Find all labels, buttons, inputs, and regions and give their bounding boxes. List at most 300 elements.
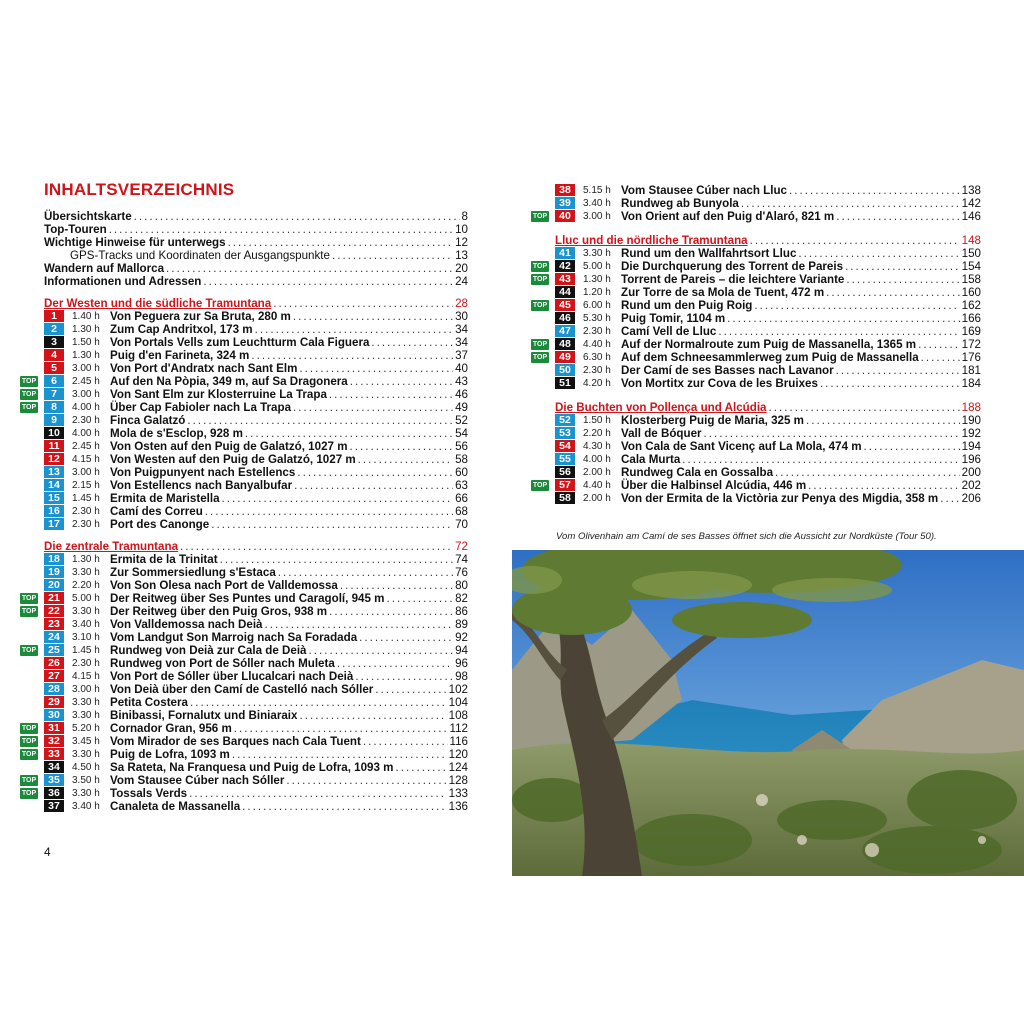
- tour-text: [110, 592, 468, 605]
- tour-title: Vom Mirador de ses Barques nach Cala Tuent: [110, 735, 361, 748]
- intro-list: [44, 210, 468, 288]
- tour-page: 89: [455, 618, 468, 631]
- tour-duration: 1.20 h: [583, 287, 611, 298]
- tour-duration: 2.30 h: [583, 365, 611, 376]
- tour-duration: 1.30 h: [72, 350, 100, 361]
- dot-leader: [864, 440, 960, 453]
- dot-leader: [750, 234, 960, 247]
- tour-duration: 3.00 h: [72, 467, 100, 478]
- tour-title: Puig Tomir, 1104 m: [621, 312, 726, 325]
- tour-page: 58: [455, 453, 468, 466]
- tour-text: [110, 696, 468, 709]
- tour-entry-44[interactable]: [555, 286, 981, 299]
- dot-leader: [355, 670, 453, 683]
- tour-duration: 1.30 h: [72, 554, 100, 565]
- tour-page: 200: [961, 466, 981, 479]
- tour-entry-1[interactable]: [44, 310, 468, 323]
- tour-entry-21[interactable]: [21, 592, 468, 605]
- tour-title: Von Puigpunyent nach Estellencs: [110, 466, 296, 479]
- tour-entry-48[interactable]: [532, 338, 981, 351]
- tour-text: [110, 505, 468, 518]
- tour-page: 138: [961, 184, 981, 197]
- tour-page: 112: [449, 722, 468, 735]
- tour-text: [110, 388, 468, 401]
- tour-page: 202: [961, 479, 981, 492]
- tour-title: Zur Sommersiedlung s'Estaca: [110, 566, 276, 579]
- dot-leader: [180, 540, 453, 553]
- tour-title: Der Reitweg über den Puig Gros, 938 m: [110, 605, 328, 618]
- tour-text: [110, 479, 468, 492]
- tour-text: [621, 273, 981, 286]
- dot-leader: [299, 362, 453, 375]
- section-heading[interactable]: [555, 234, 981, 247]
- tour-title: Camí des Correu: [110, 505, 203, 518]
- tour-page: 176: [961, 351, 981, 364]
- tour-number-badge: 39: [555, 197, 575, 209]
- tour-text: [110, 709, 468, 722]
- dot-leader: [190, 696, 447, 709]
- tour-number-badge: 26: [44, 657, 64, 669]
- dot-leader: [166, 262, 453, 275]
- tour-title: Canaleta de Massanella: [110, 800, 241, 813]
- toc-right-column: [532, 184, 981, 505]
- tour-duration: 2.30 h: [72, 506, 100, 517]
- tour-entry-52[interactable]: [555, 414, 981, 427]
- tour-number-badge: 2: [44, 323, 64, 335]
- top-badge: TOP: [532, 276, 548, 283]
- tour-duration: 2.45 h: [72, 376, 100, 387]
- tour-duration: 4.40 h: [583, 480, 611, 491]
- tour-page: 60: [455, 466, 468, 479]
- tour-title: Petita Costera: [110, 696, 188, 709]
- tour-entry-29[interactable]: [44, 696, 468, 709]
- tour-text: [621, 492, 981, 505]
- tour-duration: 1.45 h: [72, 493, 100, 504]
- tour-entry-4[interactable]: [44, 349, 468, 362]
- tour-entry-49[interactable]: [532, 351, 981, 364]
- dot-leader: [820, 377, 960, 390]
- dot-leader: [386, 592, 453, 605]
- tour-entry-2[interactable]: [44, 323, 468, 336]
- tour-duration: 1.50 h: [583, 415, 611, 426]
- toc-left-column: [21, 180, 468, 813]
- dot-leader: [245, 427, 453, 440]
- tour-number-badge: 29: [44, 696, 64, 708]
- tour-page: 194: [961, 440, 981, 453]
- tour-entry-50[interactable]: [555, 364, 981, 377]
- tour-page: 142: [961, 197, 981, 210]
- dot-leader: [350, 375, 453, 388]
- olive-tree-landscape-image: [512, 550, 1024, 876]
- tour-entry-14[interactable]: [44, 479, 468, 492]
- top-badge: TOP: [21, 608, 37, 615]
- tour-page: 96: [455, 657, 468, 670]
- section-heading[interactable]: [44, 297, 468, 310]
- tour-number-badge: 8: [44, 401, 64, 413]
- tour-entry-45[interactable]: [532, 299, 981, 312]
- tour-text: [110, 618, 468, 631]
- tour-duration: 4.50 h: [72, 762, 100, 773]
- tour-duration: 3.30 h: [72, 606, 100, 617]
- intro-title: Informationen und Adressen: [44, 275, 202, 288]
- tour-duration: 3.00 h: [72, 389, 100, 400]
- dot-leader: [363, 735, 448, 748]
- tour-title: Rundweg Cala en Gossalba: [621, 466, 774, 479]
- tour-number-badge: 54: [555, 440, 575, 452]
- dot-leader: [836, 364, 960, 377]
- tour-title: Rund um den Wallfahrtsort Lluc: [621, 247, 797, 260]
- top-badge: TOP: [21, 790, 37, 797]
- dot-leader: [278, 566, 453, 579]
- tour-page: 162: [961, 299, 981, 312]
- tour-duration: 3.30 h: [72, 697, 100, 708]
- tour-text: [110, 453, 468, 466]
- tour-text: [621, 466, 981, 479]
- tour-title: Über die Halbinsel Alcúdia, 446 m: [621, 479, 807, 492]
- intro-page: 20: [455, 262, 468, 275]
- tour-page: 34: [455, 323, 468, 336]
- intro-text: [44, 262, 468, 275]
- tour-number-badge: 16: [44, 505, 64, 517]
- tour-title: Ermita de la Trinitat: [110, 553, 218, 566]
- top-badge: TOP: [21, 378, 37, 385]
- tour-entry-22[interactable]: [21, 605, 468, 618]
- tour-title: Von Westen auf den Puig de Galatzó, 1027 m: [110, 453, 356, 466]
- dot-leader: [845, 260, 960, 273]
- tour-entry-25[interactable]: [21, 644, 468, 657]
- tour-text: [621, 377, 981, 390]
- tour-number-badge: 58: [555, 492, 575, 504]
- intro-entry[interactable]: [44, 210, 468, 223]
- tour-title: Vom Stausee Cúber nach Lluc: [621, 184, 788, 197]
- tour-text: [110, 362, 468, 375]
- tour-duration: 2.20 h: [72, 580, 100, 591]
- intro-page: 24: [455, 275, 468, 288]
- dot-leader: [255, 323, 454, 336]
- dot-leader: [222, 492, 454, 505]
- tour-entry-5[interactable]: [44, 362, 468, 375]
- tour-page: 104: [448, 696, 468, 709]
- tour-entry-24[interactable]: [44, 631, 468, 644]
- tour-title: Cala Murta: [621, 453, 681, 466]
- top-badge: TOP: [532, 263, 548, 270]
- tour-duration: 4.20 h: [583, 378, 611, 389]
- tour-title: Von Portals Vells zum Leuchtturm Cala Figuera: [110, 336, 370, 349]
- tour-page: 86: [455, 605, 468, 618]
- tour-title: Von Deià über den Camí de Castelló nach Sóller: [110, 683, 374, 696]
- tour-title: Auf den Na Pòpia, 349 m, auf Sa Dragonera: [110, 375, 348, 388]
- tour-number-badge: 49: [555, 351, 575, 363]
- tour-title: Puig d'en Farineta, 324 m: [110, 349, 250, 362]
- tour-number-badge: 27: [44, 670, 64, 682]
- dot-leader: [359, 631, 453, 644]
- tour-duration: 4.15 h: [72, 454, 100, 465]
- dot-leader: [309, 644, 454, 657]
- tour-text: [621, 414, 981, 427]
- tour-page: 68: [455, 505, 468, 518]
- tour-text: [110, 787, 468, 800]
- tour-title: Auf dem Schneesammlerweg zum Puig de Massanella: [621, 351, 919, 364]
- tour-entry-43[interactable]: [532, 273, 981, 286]
- tour-entry-37[interactable]: [44, 800, 468, 813]
- tour-title: Vall de Bóquer: [621, 427, 702, 440]
- tour-duration: 3.40 h: [72, 619, 100, 630]
- tour-title: Finca Galatzó: [110, 414, 186, 427]
- dot-leader: [211, 518, 453, 531]
- tour-duration: 3.00 h: [72, 684, 100, 695]
- tour-number-badge: 9: [44, 414, 64, 426]
- tour-text: [110, 735, 468, 748]
- dot-leader: [297, 466, 453, 479]
- section-page: 72: [455, 540, 468, 553]
- tour-entry-15[interactable]: [44, 492, 468, 505]
- right-sections: [532, 234, 981, 505]
- dot-leader: [350, 440, 454, 453]
- dot-leader: [109, 223, 453, 236]
- tour-number-badge: 47: [555, 325, 575, 337]
- dot-leader: [273, 297, 453, 310]
- tour-entry-57[interactable]: [532, 479, 981, 492]
- tour-entry-10[interactable]: [44, 427, 468, 440]
- tour-duration: 5.15 h: [583, 185, 611, 196]
- tour-entry-42[interactable]: [532, 260, 981, 273]
- tour-title: Vom Landgut Son Marroig nach Sa Foradada: [110, 631, 358, 644]
- tour-entry-51[interactable]: [555, 377, 981, 390]
- intro-entry[interactable]: [44, 262, 468, 275]
- tour-text: [110, 427, 468, 440]
- tour-entry-31[interactable]: [21, 722, 468, 735]
- intro-entry[interactable]: [44, 236, 468, 249]
- section-page: 148: [961, 234, 981, 247]
- tour-number-badge: 51: [555, 377, 575, 389]
- tour-duration: 5.00 h: [72, 593, 100, 604]
- tour-page: 94: [455, 644, 468, 657]
- tour-page: 66: [455, 492, 468, 505]
- tour-entry-6[interactable]: [21, 375, 468, 388]
- tour-title: Der Camí de ses Basses nach Lavanor: [621, 364, 834, 377]
- tour-text: [621, 299, 981, 312]
- tour-entry-58[interactable]: [555, 492, 981, 505]
- tour-entry-30[interactable]: [44, 709, 468, 722]
- tour-entry-36[interactable]: [21, 787, 468, 800]
- tour-entry-56[interactable]: [555, 466, 981, 479]
- tour-entry-23[interactable]: [44, 618, 468, 631]
- intro-title: Wichtige Hinweise für unterwegs: [44, 236, 226, 249]
- dot-leader: [332, 249, 453, 262]
- tour-page: 76: [455, 566, 468, 579]
- tour-entry-33[interactable]: [21, 748, 468, 761]
- tour-page: 172: [961, 338, 981, 351]
- tour-entry-13[interactable]: [44, 466, 468, 479]
- tour-title: Port des Canonge: [110, 518, 210, 531]
- tour-page: 70: [455, 518, 468, 531]
- tour-entry-20[interactable]: [44, 579, 468, 592]
- tour-number-badge: 28: [44, 683, 64, 695]
- tour-entry-18[interactable]: [44, 553, 468, 566]
- tour-entry-3[interactable]: [44, 336, 468, 349]
- tour-entry-27[interactable]: [44, 670, 468, 683]
- section-heading[interactable]: [555, 401, 981, 414]
- top-badge: TOP: [532, 213, 548, 220]
- tour-page: 154: [961, 260, 981, 273]
- tour-entry-9[interactable]: [44, 414, 468, 427]
- tour-page: 108: [448, 709, 468, 722]
- tour-page: 136: [448, 800, 468, 813]
- dot-leader: [789, 184, 960, 197]
- dot-leader: [232, 748, 447, 761]
- section-text: [44, 540, 468, 553]
- tour-number-badge: 13: [44, 466, 64, 478]
- tour-entry-8[interactable]: [21, 401, 468, 414]
- tour-text: [621, 184, 981, 197]
- tour-entry-7[interactable]: [21, 388, 468, 401]
- tour-title: Von Osten auf den Puig de Galatzó, 1027 m: [110, 440, 348, 453]
- dot-leader: [806, 414, 960, 427]
- dot-leader: [718, 325, 959, 338]
- dot-leader: [293, 310, 453, 323]
- tour-entry-35[interactable]: [21, 774, 468, 787]
- tour-entry-38[interactable]: [555, 184, 981, 197]
- tour-entry-55[interactable]: [555, 453, 981, 466]
- top-badge: TOP: [21, 404, 37, 411]
- tour-text: [110, 657, 468, 670]
- tour-text: [110, 631, 468, 644]
- intro-entry[interactable]: [44, 249, 468, 262]
- tour-number-badge: 24: [44, 631, 64, 643]
- dot-leader: [228, 236, 454, 249]
- tour-text: [110, 800, 468, 813]
- tour-title: Von Orient auf den Puig d'Alaró, 821 m: [621, 210, 835, 223]
- tour-title: Von Valldemossa nach Deià: [110, 618, 263, 631]
- top-badge: TOP: [532, 341, 548, 348]
- section-text: [44, 297, 468, 310]
- tour-title: Zum Cap Andritxol, 173 m: [110, 323, 253, 336]
- tour-entry-53[interactable]: [555, 427, 981, 440]
- top-badge: TOP: [21, 391, 37, 398]
- dot-leader: [251, 349, 453, 362]
- tour-number-badge: 17: [44, 518, 64, 530]
- tour-duration: 4.30 h: [583, 441, 611, 452]
- tour-text: [110, 579, 468, 592]
- intro-text: [44, 210, 468, 223]
- top-badge: TOP: [21, 777, 37, 784]
- tour-entry-39[interactable]: [555, 197, 981, 210]
- intro-text: [44, 236, 468, 249]
- intro-page: 13: [455, 249, 468, 262]
- tour-duration: 3.45 h: [72, 736, 100, 747]
- tour-entry-19[interactable]: [44, 566, 468, 579]
- tour-number-badge: 42: [555, 260, 575, 272]
- tour-duration: 1.40 h: [72, 311, 100, 322]
- tour-title: Von der Ermita de la Victòria zur Penya des Migdia, 358 m: [621, 492, 939, 505]
- tour-duration: 6.30 h: [583, 352, 611, 363]
- tour-page: 166: [961, 312, 981, 325]
- dot-leader: [775, 466, 960, 479]
- dot-leader: [187, 414, 453, 427]
- tour-text: [110, 401, 468, 414]
- tour-text: [621, 479, 981, 492]
- dot-leader: [727, 312, 959, 325]
- dot-leader: [265, 618, 454, 631]
- tour-page: 116: [449, 735, 468, 748]
- tour-number-badge: 44: [555, 286, 575, 298]
- tour-page: 128: [448, 774, 468, 787]
- tour-number-badge: 37: [44, 800, 64, 812]
- tour-title: Sa Rateta, Na Franquesa und Puig de Lofra, 1093 m: [110, 761, 394, 774]
- intro-title: Top-Touren: [44, 223, 107, 236]
- tour-number-badge: 25: [44, 644, 64, 656]
- tour-number-badge: 40: [555, 210, 575, 222]
- tour-page: 120: [448, 748, 468, 761]
- tour-text: [621, 197, 981, 210]
- tour-duration: 3.40 h: [583, 198, 611, 209]
- tour-number-badge: 14: [44, 479, 64, 491]
- tour-entry-12[interactable]: [44, 453, 468, 466]
- tour-number-badge: 38: [555, 184, 575, 196]
- tour-entry-47[interactable]: [555, 325, 981, 338]
- tour-entry-34[interactable]: [44, 761, 468, 774]
- tour-text: [621, 325, 981, 338]
- tour-duration: 3.40 h: [72, 801, 100, 812]
- tour-entry-46[interactable]: [555, 312, 981, 325]
- page-heading: INHALTSVERZEICHNIS: [44, 180, 235, 199]
- tour-entry-28[interactable]: [44, 683, 468, 696]
- tour-page: 150: [961, 247, 981, 260]
- tour-duration: 1.30 h: [72, 324, 100, 335]
- tour-entry-41[interactable]: [555, 247, 981, 260]
- tour-text: [110, 349, 468, 362]
- tour-text: [110, 518, 468, 531]
- section-page: 188: [961, 401, 981, 414]
- tour-number-badge: 20: [44, 579, 64, 591]
- tour-text: [110, 722, 468, 735]
- tour-number-badge: 33: [44, 748, 64, 760]
- tour-entry-11[interactable]: [44, 440, 468, 453]
- tour-entry-17[interactable]: [44, 518, 468, 531]
- intro-page: 10: [455, 223, 468, 236]
- tour-entry-54[interactable]: [555, 440, 981, 453]
- section-text: [555, 234, 981, 247]
- tour-duration: 4.00 h: [583, 454, 611, 465]
- tour-duration: 3.10 h: [72, 632, 100, 643]
- tour-duration: 6.00 h: [583, 300, 611, 311]
- dot-leader: [337, 657, 453, 670]
- continued-tour-list: [532, 184, 981, 223]
- tour-number-badge: 7: [44, 388, 64, 400]
- landscape-photo: [512, 550, 1024, 876]
- tour-duration: 2.30 h: [72, 519, 100, 530]
- intro-entry[interactable]: [44, 275, 468, 288]
- tour-title: Vom Stausee Cúber nach Sóller: [110, 774, 285, 787]
- dot-leader: [203, 275, 453, 288]
- tour-entry-26[interactable]: [44, 657, 468, 670]
- tour-number-badge: 19: [44, 566, 64, 578]
- toc-section: [532, 401, 981, 505]
- tour-duration: 2.20 h: [583, 428, 611, 439]
- tour-entry-32[interactable]: [21, 735, 468, 748]
- tour-page: 80: [455, 579, 468, 592]
- intro-entry[interactable]: [44, 223, 468, 236]
- section-heading[interactable]: [44, 540, 468, 553]
- tour-entry-16[interactable]: [44, 505, 468, 518]
- tour-text: [110, 761, 468, 774]
- toc-section: [21, 297, 468, 531]
- dot-leader: [769, 401, 960, 414]
- top-badge: TOP: [532, 354, 548, 361]
- dot-leader: [234, 722, 448, 735]
- tour-entry-40[interactable]: [532, 210, 981, 223]
- tour-page: 49: [455, 401, 468, 414]
